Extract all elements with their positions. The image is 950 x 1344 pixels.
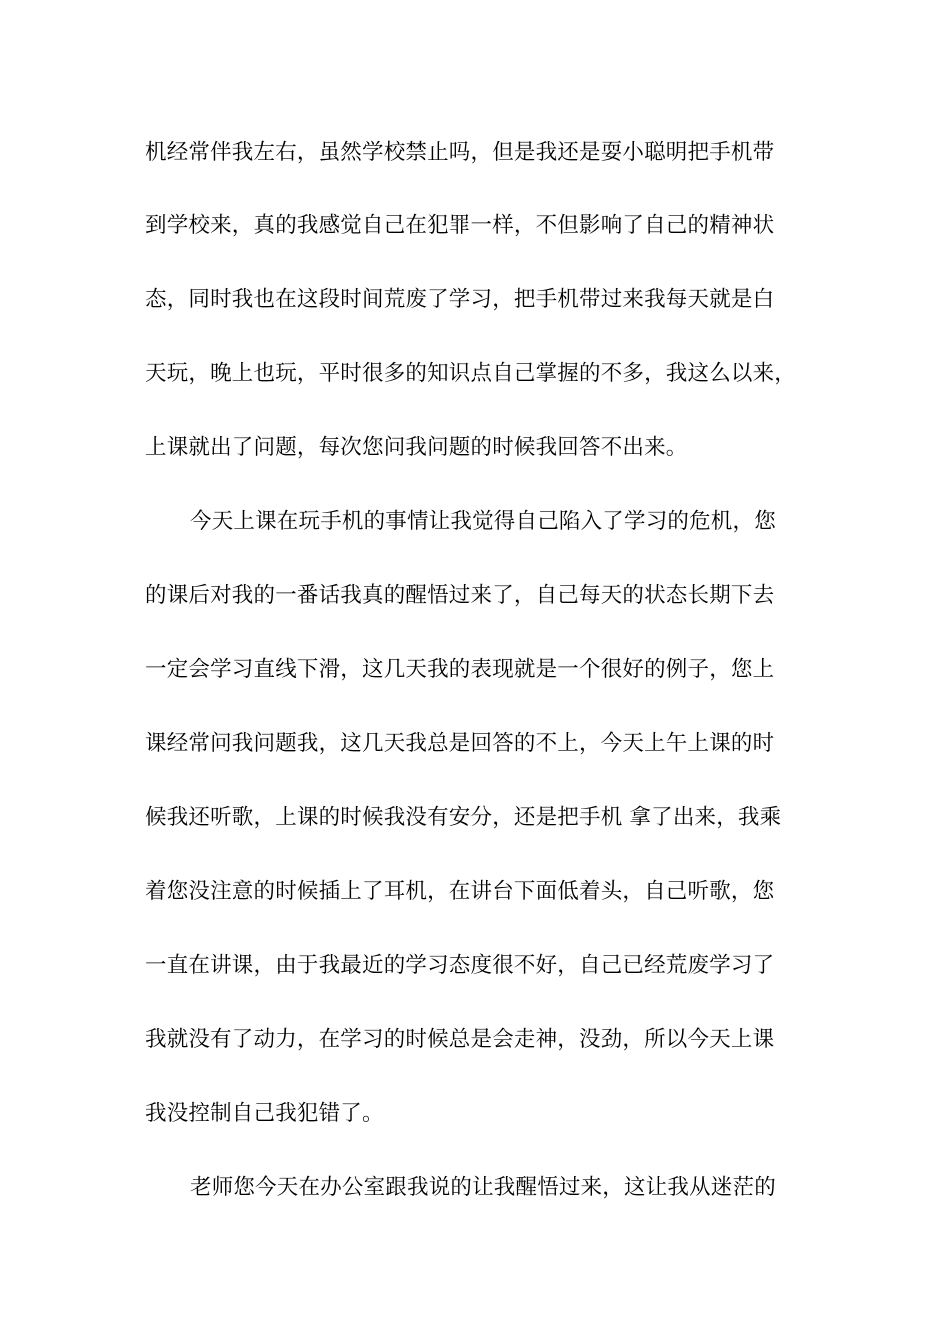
text-line: 候我还听歌，上课的时候我没有安分，还是把手机 拿了出来，我乘 (145, 805, 782, 830)
text-line: 天玩，晚上也玩，平时很多的知识点自己掌握的不多，我这么以来， (145, 361, 797, 386)
text-line: 上课就出了问题，每次您问我问题的时候我回答不出来。 (145, 435, 688, 460)
text-line: 我就没有了动力，在学习的时候总是会走神，没劲，所以今天上课 (145, 1027, 775, 1052)
text-line: 一直在讲课，由于我最近的学习态度很不好，自己已经荒废学习了 (145, 953, 775, 978)
text-line: 的课后对我的一番话我真的醒悟过来了，自己每天的状态长期下去 (145, 583, 775, 608)
text-line: 到学校来，真的我感觉自己在犯罪一样，不但影响了自己的精神状 (145, 213, 775, 238)
text-line: 态，同时我也在这段时间荒废了学习，把手机带过来我每天就是白 (145, 287, 775, 312)
text-line: 机经常伴我左右，虽然学校禁止吗，但是我还是耍小聪明把手机带 (145, 140, 775, 165)
text-line: 我没控制自己我犯错了。 (145, 1101, 384, 1126)
paragraph-first-line: 老师您今天在办公室跟我说的让我醒悟过来，这让我从迷茫的 (190, 1175, 776, 1200)
text-line: 一定会学习直线下滑，这几天我的表现就是一个很好的例子，您上 (145, 657, 775, 682)
text-line: 课经常问我问题我，这几天我总是回答的不上，今天上午上课的时 (145, 731, 775, 756)
text-line: 着您没注意的时候插上了耳机，在讲台下面低着头，自己听歌，您 (145, 879, 775, 904)
paragraph-first-line: 今天上课在玩手机的事情让我觉得自己陷入了学习的危机，您 (190, 509, 776, 534)
